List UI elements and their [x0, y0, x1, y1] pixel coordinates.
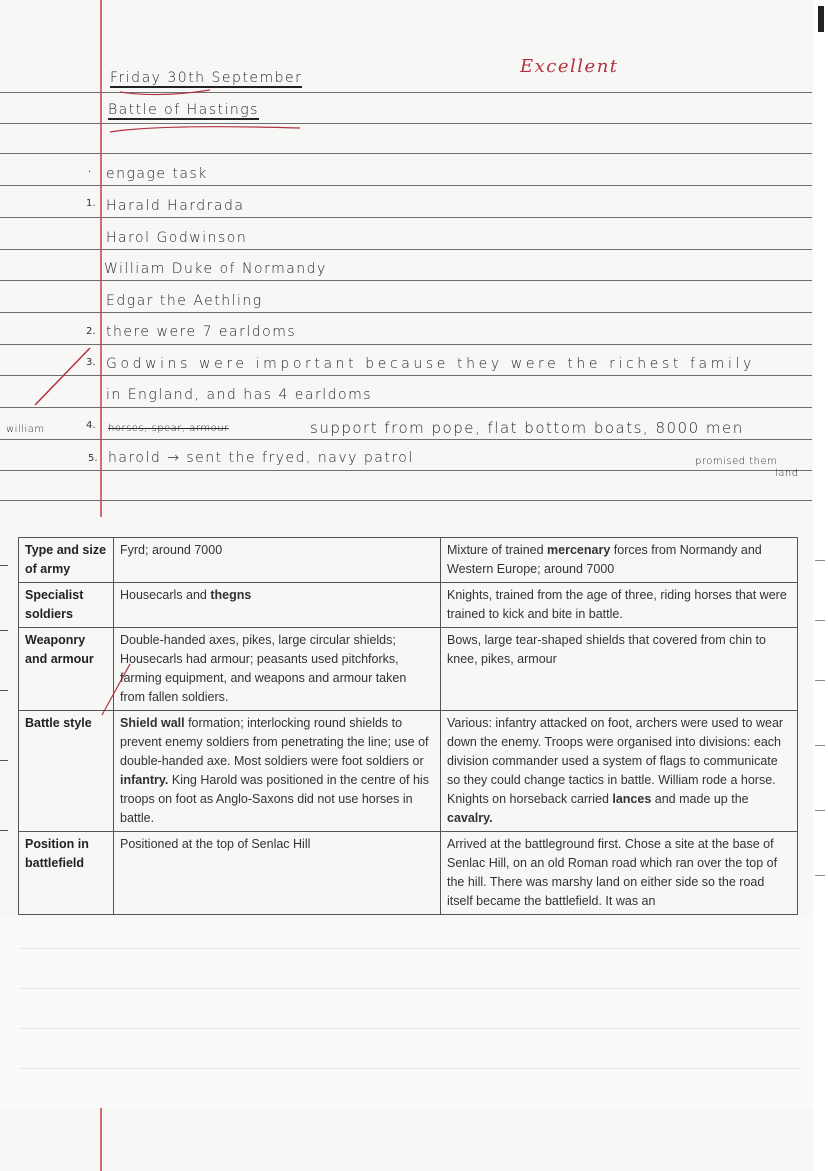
anglo-saxon-cell: Double-handed axes, pikes, large circular shields; Housecarls had armour; peasants used pitchforks, farming equipment, and weapons and armour taken from fallen soldiers.: [114, 628, 441, 711]
note-line: in England, and has 4 earldoms: [106, 387, 373, 403]
row-label: Specialist soldiers: [19, 583, 114, 628]
struck-text: horses, spear, armour: [108, 423, 229, 434]
faded-region: [0, 918, 828, 1108]
line-number: .: [88, 164, 92, 175]
anglo-saxon-cell: Positioned at the top of Senlac Hill: [114, 832, 441, 915]
note-line: engage task: [106, 166, 208, 182]
table-row: [19, 628, 798, 711]
anglo-saxon-cell: Housecarls and thegns: [114, 583, 441, 628]
faded-line: [20, 1028, 800, 1029]
edge-tick: [0, 760, 8, 761]
table-row: [19, 538, 798, 583]
side-note: promised them: [695, 456, 778, 467]
note-line: there were 7 earldoms: [106, 324, 297, 340]
edge-tick: [815, 745, 825, 746]
norman-cell: Knights, trained from the age of three, riding horses that were trained to kick and bite in battle.: [441, 583, 798, 628]
anglo-saxon-cell: Fyrd; around 7000: [114, 538, 441, 583]
page-title: Battle of Hastings: [108, 102, 259, 118]
norman-cell: Various: infantry attacked on foot, archers were used to wear down the enemy. Troops were organised into divisions: each division commander used a system of flags to communicate so they could change tactics in battle. William rode a horse. Knights on horseback carried lances and made up the cavalry.: [441, 711, 798, 832]
norman-cell: Bows, large tear-shaped shields that covered from chin to knee, pikes, armour: [441, 628, 798, 711]
norman-cell: Arrived at the battleground first. Chose a site at the base of Senlac Hill, on an old Roman road which ran over the top of the hill. There was marshy land on either side so the road itself became the battlefield. It was an: [441, 832, 798, 915]
note-line: Harald Hardrada: [106, 198, 245, 214]
edge-tick: [815, 810, 825, 811]
edge-tick: [815, 560, 825, 561]
note-line: Godwins were important because they were the richest family: [106, 356, 755, 372]
edge-tick: [0, 690, 8, 691]
row-label: Position in battlefield: [19, 832, 114, 915]
edge-tick: [0, 830, 8, 831]
norman-cell: Mixture of trained mercenary forces from Normandy and Western Europe; around 7000: [441, 538, 798, 583]
line-number: 5.: [88, 453, 98, 464]
row-label: Weaponry and armour: [19, 628, 114, 711]
binder-clip: [818, 6, 824, 32]
army-comparison-table: [18, 537, 798, 915]
table-row: [19, 832, 798, 915]
edge-tick: [0, 565, 8, 566]
line-number: 2.: [86, 326, 96, 337]
note-line: William Duke of Normandy: [104, 261, 327, 277]
note-line: Edgar the Aethling: [106, 293, 263, 309]
row-label: Type and size of army: [19, 538, 114, 583]
edge-tick: [815, 680, 825, 681]
line-number: 4.: [86, 420, 96, 431]
faded-line: [20, 988, 800, 989]
line-number: 1.: [86, 198, 96, 209]
edge-tick: [815, 875, 825, 876]
teacher-mark: Excellent: [520, 56, 619, 77]
table-row: [19, 583, 798, 628]
row-label: Battle style: [19, 711, 114, 832]
page-edge: [813, 0, 828, 1171]
edge-tick: [815, 620, 825, 621]
margin-line: [100, 1108, 102, 1171]
note-line: Harol Godwinson: [106, 230, 248, 246]
margin-note: william: [6, 424, 45, 435]
side-note: land: [775, 468, 799, 479]
note-line: support from pope, flat bottom boats, 8000 men: [310, 419, 744, 437]
line-number: 3.: [86, 357, 96, 368]
edge-tick: [0, 630, 8, 631]
date-heading: Friday 30th September: [110, 70, 303, 86]
faded-line: [20, 1068, 800, 1069]
note-line: harold → sent the fryed, navy patrol: [108, 450, 414, 466]
anglo-saxon-cell: Shield wall formation; interlocking round shields to prevent enemy soldiers from penetrating the line; use of double-handed axe. Most soldiers were foot soldiers or infantry. King Harold was positioned in the centre of his troops on foot as Anglo-Saxons did not use horses in battle.: [114, 711, 441, 832]
table-row: [19, 711, 798, 832]
faded-line: [20, 948, 800, 949]
